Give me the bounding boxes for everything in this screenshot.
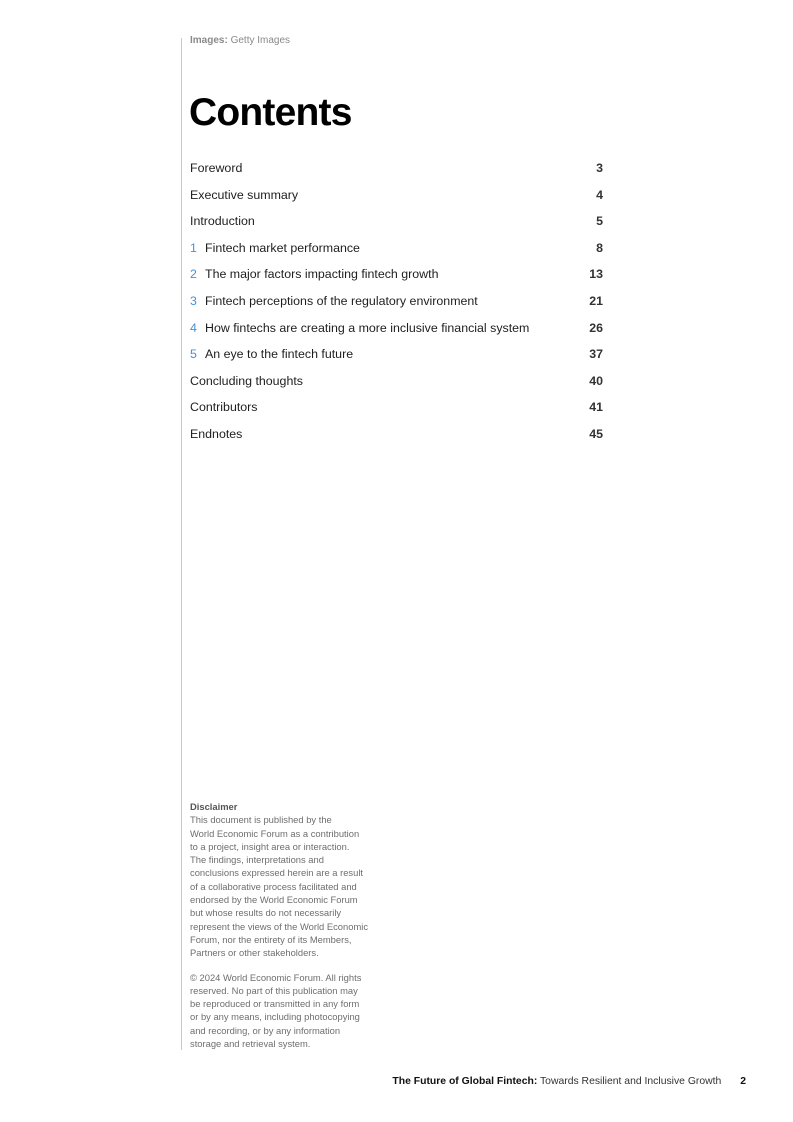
disclaimer-heading: Disclaimer: [190, 801, 238, 812]
toc-entry-heading: [190, 368, 303, 394]
toc-entry-heading: [190, 288, 478, 314]
toc-entry[interactable]: [190, 261, 603, 288]
page-footer: [392, 1076, 746, 1087]
toc-entry-heading: [190, 261, 438, 287]
toc-page-number: 4: [596, 187, 603, 202]
toc-entry-heading: [190, 208, 255, 234]
page-number: 2: [740, 1076, 746, 1087]
toc-entry-label: Endnotes: [190, 426, 243, 441]
toc-entry-heading: [190, 155, 242, 181]
image-credit-source: Getty Images: [230, 35, 291, 46]
toc-entry[interactable]: [190, 368, 603, 395]
toc-entry-heading: [190, 341, 353, 367]
footer-report-title: The Future of Global Fintech:: [392, 1076, 538, 1087]
table-of-contents: [190, 155, 603, 448]
toc-entry-label: An eye to the fintech future: [205, 347, 354, 362]
toc-chapter-number: 4: [190, 320, 197, 335]
toc-entry-label: Fintech market performance: [205, 240, 360, 255]
toc-entry-label: The major factors impacting fintech growth: [205, 267, 439, 282]
footer-report-subtitle: Towards Resilient and Inclusive Growth: [539, 1076, 722, 1087]
toc-page-number: 40: [589, 373, 603, 388]
toc-entry-label: How fintechs are creating a more inclusive financial system: [205, 320, 530, 335]
toc-entry-label: Contributors: [190, 400, 258, 415]
disclaimer-body: This document is published by the World Economic Forum as a contribution to a project, insight area or interaction. The findings, interpretations and conclusions expressed herein are a result of a collaborative process facilitated and endorsed by the World Economic Forum but whose results do not necessarily represent the views of the World Economic Forum, nor the entirety of its Members, Partners or other stakeholders.: [190, 814, 369, 959]
toc-entry[interactable]: [190, 394, 603, 421]
copyright-notice: © 2024 World Economic Forum. All rights reserved. No part of this publication may be reproduced or transmitted in any form or by any means, including photocopying and recording, or by any information storage and retrieval system.: [190, 971, 362, 1050]
toc-page-number: 37: [589, 347, 603, 362]
toc-chapter-number: 2: [190, 267, 197, 282]
toc-entry-heading: [190, 315, 529, 341]
toc-entry-label: Executive summary: [190, 187, 299, 202]
toc-entry[interactable]: [190, 235, 603, 262]
toc-entry-heading: [190, 182, 298, 208]
toc-chapter-number: 1: [190, 240, 197, 255]
toc-entry-label: Introduction: [190, 214, 255, 229]
toc-entry-heading: [190, 421, 242, 447]
toc-entry[interactable]: [190, 155, 603, 182]
disclaimer: [190, 800, 390, 1050]
toc-entry[interactable]: [190, 208, 603, 235]
toc-entry[interactable]: [190, 341, 603, 368]
toc-entry[interactable]: [190, 182, 603, 209]
toc-page-number: 8: [596, 240, 603, 255]
toc-entry-heading: [190, 394, 258, 420]
toc-page-number: 41: [589, 400, 603, 415]
toc-entry-label: Fintech perceptions of the regulatory environment: [205, 293, 478, 308]
toc-entry-label: Concluding thoughts: [190, 373, 303, 388]
image-credit: [190, 35, 290, 46]
toc-page-number: 5: [596, 214, 603, 229]
toc-entry-heading: [190, 235, 360, 261]
toc-page-number: 26: [589, 320, 603, 335]
toc-entry[interactable]: [190, 315, 603, 342]
toc-page-number: 3: [596, 161, 603, 175]
toc-page-number: 21: [589, 293, 603, 308]
toc-page-number: 13: [589, 267, 603, 282]
margin-rule: [181, 38, 182, 1050]
toc-chapter-number: 5: [190, 347, 197, 362]
toc-entry-label: Foreword: [190, 161, 243, 175]
toc-chapter-number: 3: [190, 293, 197, 308]
toc-page-number: 45: [589, 426, 603, 441]
toc-entry[interactable]: [190, 288, 603, 315]
image-credit-label: Images:: [190, 35, 228, 46]
toc-entry[interactable]: [190, 421, 603, 448]
contents-title: Contents: [189, 91, 352, 134]
